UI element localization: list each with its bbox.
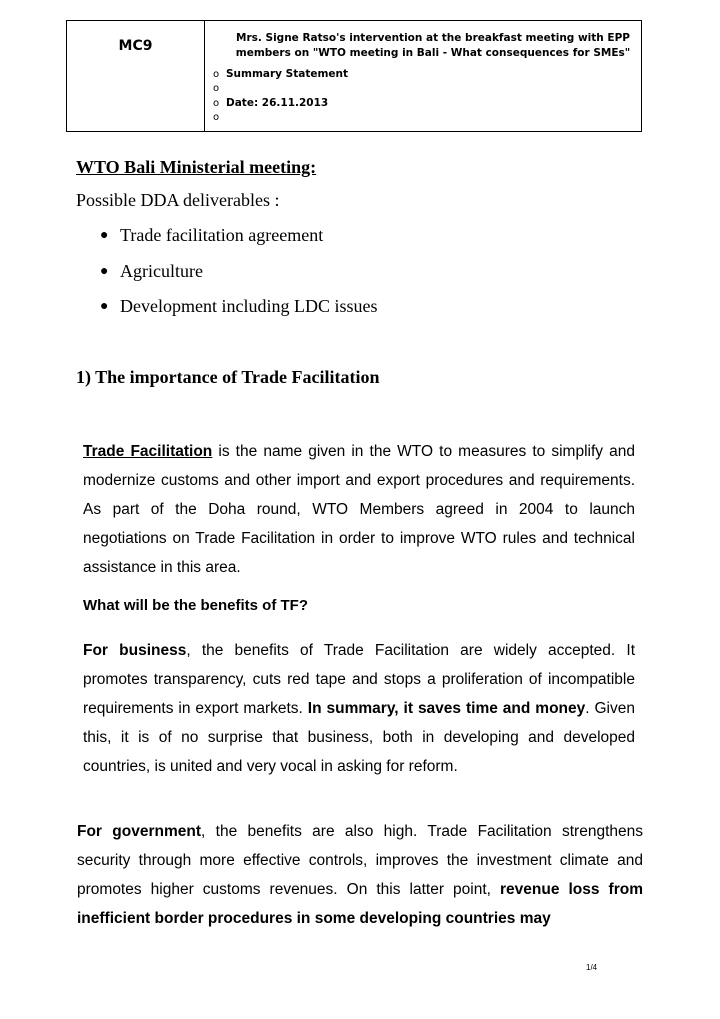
header-box [66,20,642,132]
list-item: ● Development including LDC issues [100,296,378,316]
circle-bullet-icon: o [213,112,220,124]
deliverables-list [100,225,377,332]
page-number: 1/4 [586,963,598,972]
header-list-item: o Summary Statement [213,68,349,81]
bullet-icon: ● [100,263,109,279]
paragraph-business: For business, the benefits of Trade Facilitation are widely accepted. It promotes transparency, cuts red tape and stops a proliferation of incompatible requirements in export markets. In summary, it saves time and money. Given this, it is of no surprise that business, both in developing and developed countries, is united and very vocal in asking for reform. [83,642,635,775]
bullet-icon: ● [100,299,109,314]
paragraph-government: For government, the benefits are also high. Trade Facilitation strengthens security through more effective controls, improves the investment climate and promotes higher customs revenues. On this latter point, revenue loss from inefficient border procedures in some developing countries may [77,823,643,927]
heading-bali-meeting: WTO Bali Ministerial meeting: [76,157,317,177]
document-code: MC9 [118,38,153,54]
circle-bullet-icon: o [213,97,220,109]
term-trade-facilitation: Trade Facilitation [83,443,213,460]
section-title: 1) The importance of Trade Facilitation [76,367,380,387]
header-list-item [213,111,633,126]
header-title: Mrs. Signe Ratso's intervention at the breakfast meeting with EPP members on "WTO meeting in Bali - What consequences for SMEs" [235,32,631,59]
lead-text: Possible DDA deliverables : [76,190,280,210]
benefits-question: What will be the benefits of TF? [83,597,308,614]
header-list-item [213,82,633,97]
list-item: ● Trade facilitation agreement [100,225,324,245]
circle-bullet-icon: o [213,68,220,80]
header-list [213,67,633,125]
header-list-item: o Date: 26.11.2013 [213,97,329,110]
bullet-icon: ● [100,228,109,243]
paragraph-trade-facilitation: Trade Facilitation is the name given in the WTO to measures to simplify and modernize customs and other import and export procedures and requirements. As part of the Doha round, WTO Members agreed in 2004 to launch negotiations on Trade Facilitation in order to improve WTO rules and technical assistance in this area. [83,443,635,576]
list-item: ● Agriculture [100,260,203,281]
header-info-cell [205,21,641,131]
circle-bullet-icon: o [213,83,220,95]
document-code-cell [67,21,205,131]
